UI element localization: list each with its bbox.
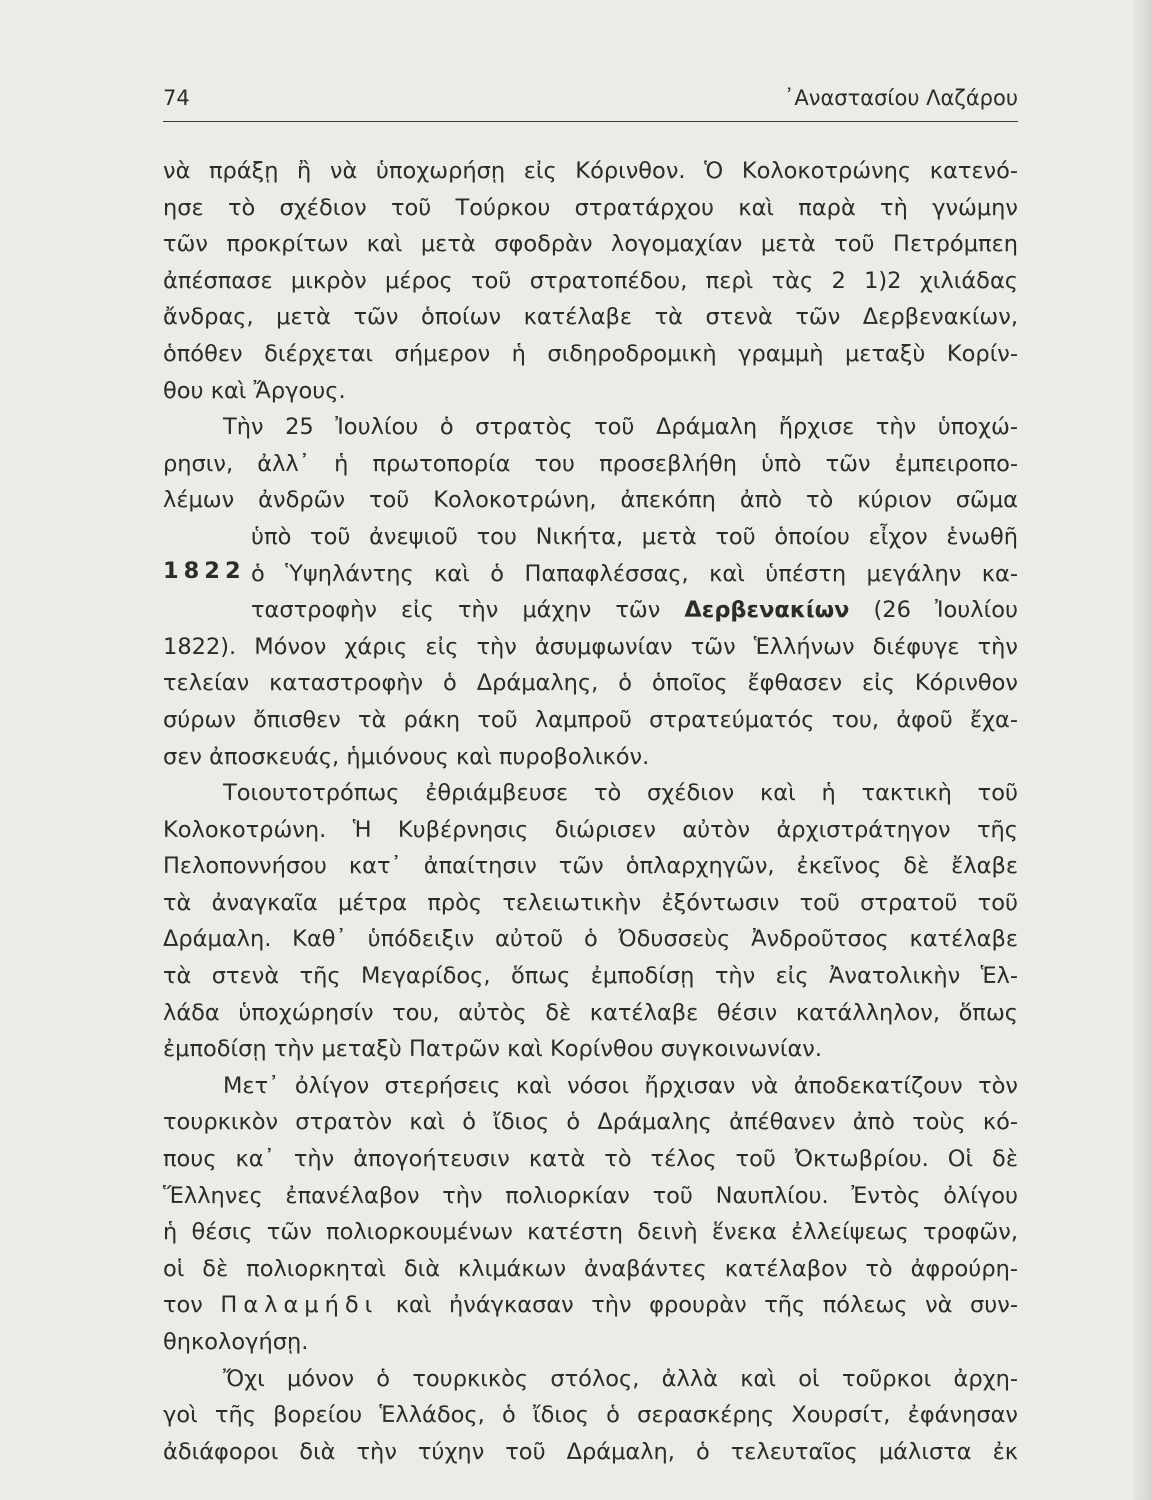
text-fragment: ταστροφὴν εἰς τὴν μάχην τῶν (251, 597, 661, 624)
margin-year-note: 1822 (163, 558, 246, 584)
text-line: τὰ ἀναγκαῖα μέτρα πρὸς τελειωτικὴν ἐξόντωσιν τοῦ στρατοῦ τοῦ (163, 889, 1018, 916)
page-header (163, 86, 1018, 116)
text-line: ἐμποδίσῃ τὴν μεταξὺ Πατρῶν καὶ Κορίνθου συγκοινωνίαν. (163, 1036, 823, 1063)
text-line: Κολοκοτρώνη. Ἡ Κυβέρνησις διώρισεν αὐτὸν ἀρχιστράτηγον τῆς (163, 816, 1018, 843)
bold-term-dervenakia: Δερβενακίων (684, 597, 850, 624)
text-line: ὁ Ὑψηλάντης καὶ ὁ Παπαφλέσσας, καὶ ὑπέστη μεγάλην κα- (251, 560, 1018, 587)
text-line: τὰ στενὰ τῆς Μεγαρίδος, ὅπως ἐμποδίσῃ τὴν εἰς Ἀνατολικὴν Ἑλ- (163, 963, 1018, 990)
text-line: Δράμαλη. Καθ᾿ ὑπόδειξιν αὐτοῦ ὁ Ὀδυσσεὺς Ἀνδροῦτσος κατέλαβε (163, 926, 1018, 953)
text-line: Τὴν 25 Ἰουλίου ὁ στρατὸς τοῦ Δράμαλη ἤρχισε τὴν ὑποχώ- (223, 414, 1018, 441)
text-line: τελείαν καταστροφὴν ὁ Δράμαλης, ὁ ὁποῖος ἔφθασεν εἰς Κόρινθον (163, 670, 1018, 697)
text-fragment: καὶ ἠνάγκασαν τὴν φρουρὰν τῆς πόλεως νὰ συν- (395, 1292, 1018, 1319)
text-line: Ὄχι μόνον ὁ τουρκικὸς στόλος, ἀλλὰ καὶ οἱ τοῦρκοι ἀρχη- (223, 1365, 1018, 1392)
page-edge-shadow (1134, 0, 1152, 1500)
text-line: ἄνδρας, μετὰ τῶν ὁποίων κατέλαβε τὰ στενὰ τῶν Δερβενακίων, (163, 304, 1018, 331)
text-line: ὁπόθεν διέρχεται σήμερον ἡ σιδηροδρομικὴ γραμμὴ μεταξὺ Κορίν- (163, 340, 1018, 367)
text-line: σύρων ὄπισθεν τὰ ράκη τοῦ λαμπροῦ στρατεύματός του, ἀφοῦ ἔχα- (163, 706, 1018, 733)
text-line: Ἕλληνες ἐπανέλαβον τὴν πολιορκίαν τοῦ Ναυπλίου. Ἐντὸς ὀλίγου (163, 1182, 1018, 1209)
text-line (163, 592, 1018, 629)
header-rule (163, 121, 1018, 122)
text-line: γοὶ τῆς βορείου Ἑλλάδος, ὁ ἴδιος ὁ σερασκέρης Χουρσίτ, ἐφάνησαν (163, 1402, 1018, 1429)
text-line: τῶν προκρίτων καὶ μετὰ σφοδρὰν λογομαχίαν μετὰ τοῦ Πετρόμπεη (163, 231, 1018, 258)
text-fragment: τον (163, 1292, 203, 1319)
text-line: ἀπέσπασε μικρὸν μέρος τοῦ στρατοπέδου, περὶ τὰς 2 1)2 χιλιάδας (163, 267, 1018, 294)
text-line: λέμων ἀνδρῶν τοῦ Κολοκοτρώνη, ἀπεκόπη ἀπὸ τὸ κύριον σῶμα (163, 487, 1018, 514)
page-number: 74 (163, 86, 190, 110)
text-line: ἀδιάφοροι διὰ τὴν τύχην τοῦ Δράμαλη, ὁ τελευταῖος μάλιστα ἐκ (163, 1438, 1018, 1465)
text-line: σεν ἀποσκευάς, ἡμιόνους καὶ πυροβολικόν. (163, 743, 650, 770)
running-head: ᾿Αναστασίου Λαζάρου (783, 86, 1018, 110)
text-line: ρησιν, ἀλλ᾿ ἡ πρωτοπορία του προσεβλήθη ὑπὸ τῶν ἐμπειροπο- (163, 450, 1018, 477)
text-line: πους κα᾿ τὴν ἀπογοήτευσιν κατὰ τὸ τέλος τοῦ Ὀκτωβρίου. Οἱ δὲ (163, 1146, 1018, 1173)
text-line: ὑπὸ τοῦ ἀνεψιοῦ του Νικήτα, μετὰ τοῦ ὁποίου εἶχον ἑνωθῆ (251, 523, 1018, 550)
text-line: ησε τὸ σχέδιον τοῦ Τούρκου στρατάρχου καὶ παρὰ τὴ γνώμην (163, 194, 1018, 221)
text-line: Τοιουτοτρόπως ἐθριάμβευσε τὸ σχέδιον καὶ ἡ τακτικὴ τοῦ (223, 780, 1018, 807)
text-line: ἡ θέσις τῶν πολιορκουμένων κατέστη δεινὴ ἕνεκα ἐλλείψεως τροφῶν, (163, 1219, 1018, 1246)
text-line: θηκολογήσῃ. (163, 1329, 309, 1355)
text-line: οἱ δὲ πολιορκηταὶ διὰ κλιμάκων ἀναβάντες κατέλαβον τὸ ἀφρούρη- (163, 1255, 1018, 1282)
spaced-term-palamidi: Παλαμήδι (220, 1292, 379, 1319)
text-line: νὰ πράξῃ ἢ νὰ ὑποχωρήσῃ εἰς Κόρινθον. Ὁ Κολοκοτρώνης κατενό- (163, 158, 1018, 184)
text-fragment: (26 Ἰουλίου (873, 597, 1019, 624)
text-line: 1822). Μόνον χάρις εἰς τὴν ἀσυμφωνίαν τῶν Ἑλλήνων διέφυγε τὴν (163, 633, 1018, 660)
text-line: θου καὶ Ἄργους. (163, 377, 346, 404)
text-line (163, 1287, 1018, 1324)
body-text (163, 153, 1018, 1470)
text-line: Μετ᾿ ὀλίγον στερήσεις καὶ νόσοι ἤρχισαν νὰ ἀποδεκατίζουν τὸν (223, 1072, 1018, 1099)
text-line: λάδα ὑποχώρησίν του, αὐτὸς δὲ κατέλαβε θέσιν κατάλληλον, ὅπως (163, 999, 1018, 1026)
text-line: Πελοποννήσου κατ᾿ ἀπαίτησιν τῶν ὁπλαρχηγῶν, ἐκεῖνος δὲ ἔλαβε (163, 853, 1018, 880)
text-line: τουρκικὸν στρατὸν καὶ ὁ ἴδιος ὁ Δράμαλης ἀπέθανεν ἀπὸ τοὺς κό- (163, 1109, 1018, 1136)
